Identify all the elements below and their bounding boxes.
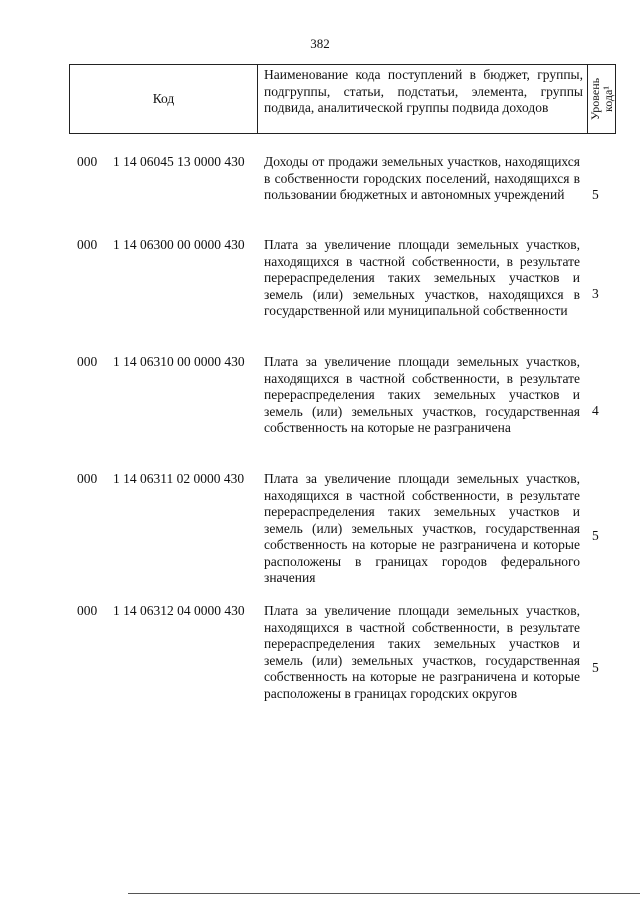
code-level: 5 (592, 660, 599, 675)
table-header (69, 64, 616, 134)
header-level-label (589, 78, 615, 120)
income-description: Плата за увеличение площади земельных участков, находящихся в частной собственности, в результате перераспределения таких земельных участков и земель (или) земельных участков, находящихся в государственной или муниципальной собственности (264, 237, 580, 318)
header-level-label-line1: Уровень (588, 77, 602, 121)
code-prefix: 000 (77, 603, 98, 618)
header-code-label: Код (152, 91, 175, 106)
code-prefix: 000 (77, 154, 98, 169)
income-description: Плата за увеличение площади земельных участков, находящихся в частной собственности, в результате перераспределения таких земельных участков и земель (или) земельных участков, государственная собственность на которые не разграничена и которые расположены в границах городских округов (264, 603, 580, 701)
code-prefix: 000 (77, 354, 98, 369)
income-description: Плата за увеличение площади земельных участков, находящихся в частной собственности, в результате перераспределения таких земельных участков и земель (или) земельных участков, государственная собственность на которые не разграничена (264, 354, 580, 435)
code-prefix: 000 (77, 471, 98, 486)
page-number: 382 (310, 36, 330, 51)
code-prefix: 000 (77, 237, 98, 252)
header-name-cell (258, 65, 588, 133)
code-level: 4 (592, 403, 599, 418)
income-code: 1 14 06045 13 0000 430 (113, 154, 245, 169)
header-level-cell (588, 65, 616, 133)
income-code: 1 14 06311 02 0000 430 (113, 471, 245, 486)
scan-bottom-edge (128, 893, 640, 894)
header-level-label-line2: кода¹ (601, 86, 615, 112)
income-description: Плата за увеличение площади земельных участков, находящихся в частной собственности, в результате перераспределения таких земельных участков и земель (или) земельных участков, государственная собственность на которые не разграничена и которые расположены в границах городов федерального значения (264, 471, 580, 585)
header-name-label: Наименование кода поступлений в бюджет, группы, подгруппы, статьи, подстатьи, элемента, группы подвида, аналитической группы подвида доходов (264, 67, 583, 115)
income-code: 1 14 06312 04 0000 430 (113, 603, 245, 618)
income-code: 1 14 06300 00 0000 430 (113, 237, 245, 252)
income-description: Доходы от продажи земельных участков, находящихся в собственности городских поселений, находящихся в пользовании бюджетных и автономных учреждений (264, 154, 580, 202)
code-level: 5 (592, 528, 599, 543)
code-level: 3 (592, 286, 599, 301)
code-level: 5 (592, 187, 599, 202)
header-code-cell (70, 65, 258, 133)
income-code: 1 14 06310 00 0000 430 (113, 354, 245, 369)
